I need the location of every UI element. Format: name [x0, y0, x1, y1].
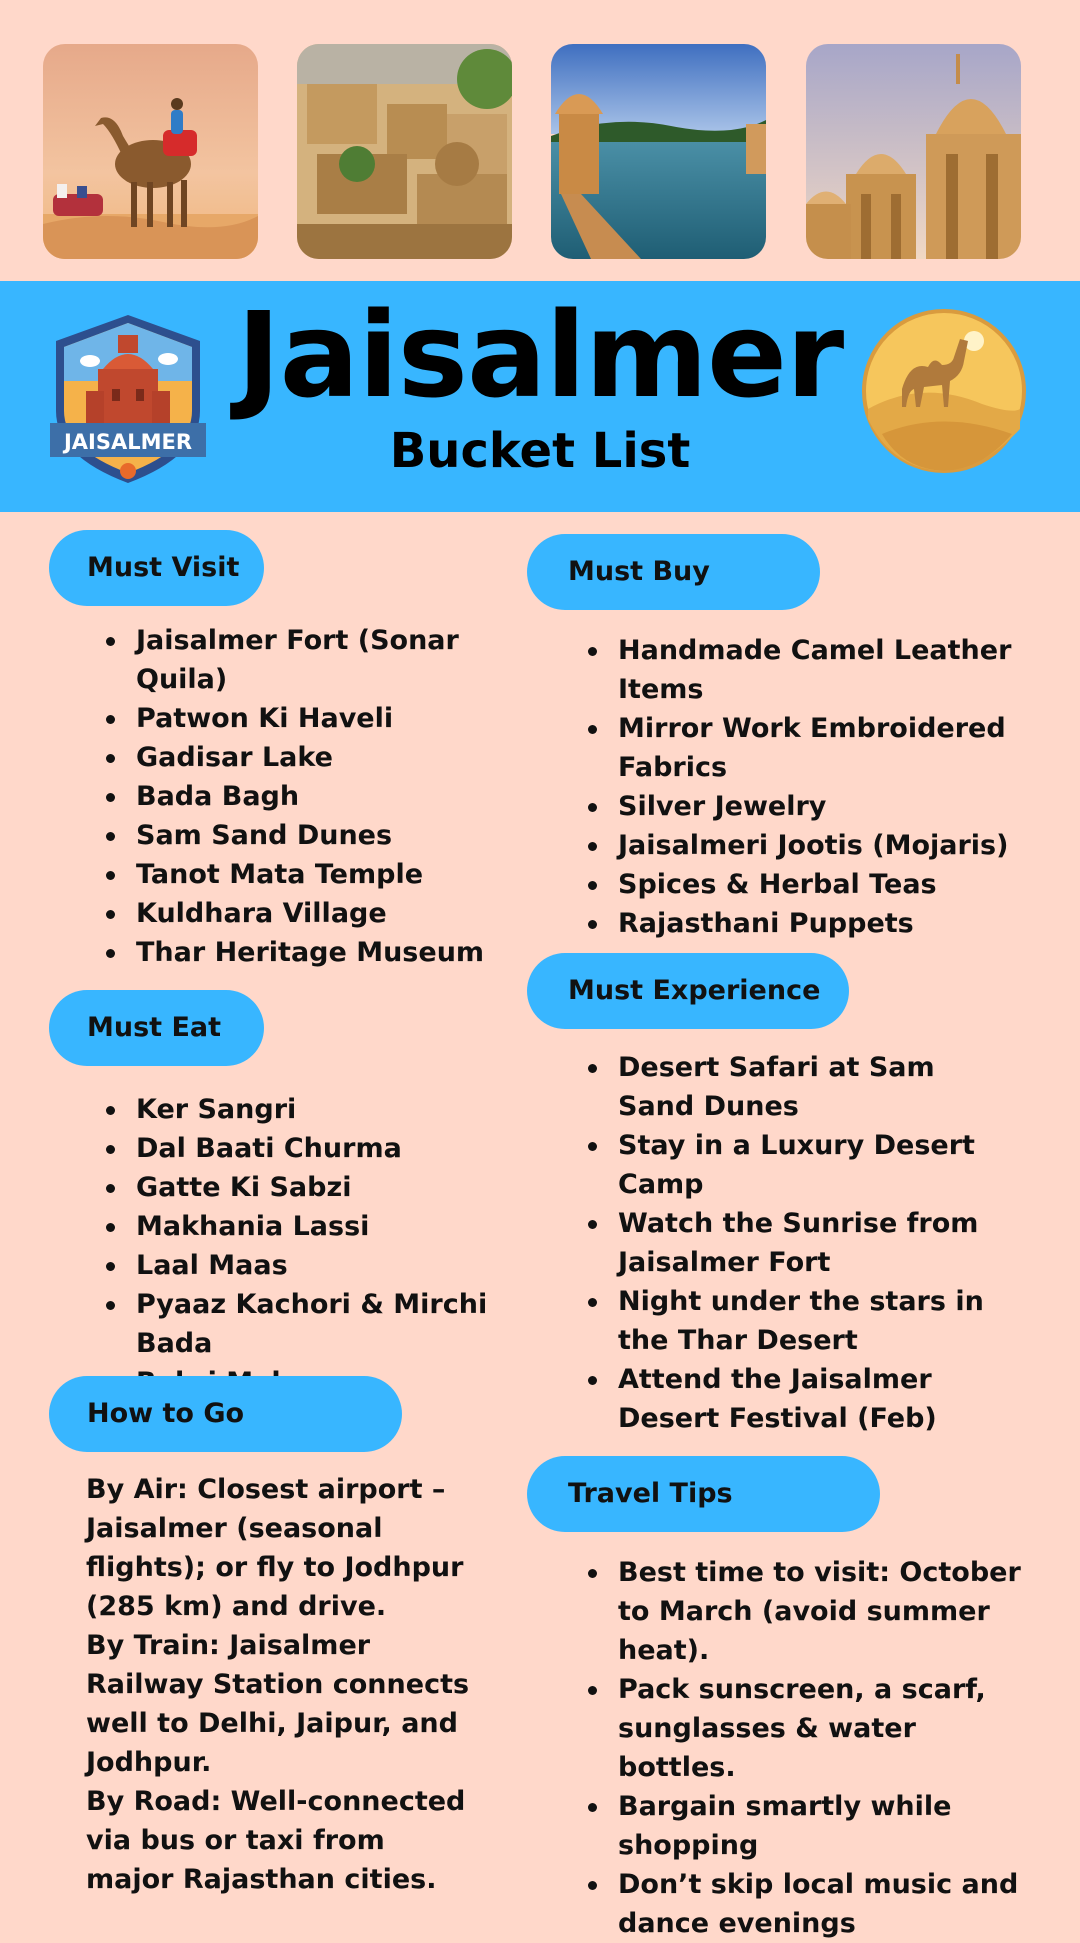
list-item: Dal Baati Churma — [106, 1129, 536, 1168]
list-item: Gadisar Lake — [106, 738, 506, 777]
list-item: Kuldhara Village — [106, 894, 506, 933]
must-buy-heading: Must Buy — [527, 534, 820, 610]
travel-tips-list — [588, 1553, 1028, 1943]
list-item: Bargain smartly while shopping — [588, 1787, 1028, 1865]
camel-desert-icon — [862, 309, 1026, 473]
list-item: Watch the Sunrise from Jaisalmer Fort — [588, 1204, 1018, 1282]
list-item: Night under the stars in the Thar Desert — [588, 1282, 1018, 1360]
must-visit-heading: Must Visit — [49, 530, 264, 606]
must-buy-list — [588, 631, 1028, 943]
title-banner — [0, 281, 1080, 512]
list-item: Don’t skip local music and dance evenings — [588, 1865, 1028, 1943]
list-item: Gatte Ki Sabzi — [106, 1168, 536, 1207]
fort-walls-photo — [297, 44, 512, 259]
camel-safari-photo — [43, 44, 258, 259]
list-item: Pyaaz Kachori & Mirchi Bada — [106, 1285, 536, 1363]
gadisar-lake-photo — [551, 44, 766, 259]
how-to-go-text — [86, 1470, 476, 1899]
list-item: Tanot Mata Temple — [106, 855, 506, 894]
must-experience-list — [588, 1048, 1018, 1438]
list-item: Bada Bagh — [106, 777, 506, 816]
list-item: Silver Jewelry — [588, 787, 1028, 826]
list-item: Desert Safari at Sam Sand Dunes — [588, 1048, 1018, 1126]
must-visit-list — [106, 621, 506, 972]
list-item: Thar Heritage Museum — [106, 933, 506, 972]
how-to-go-heading: How to Go — [49, 1376, 402, 1452]
by-road-text: By Road: Well-connected via bus or taxi from major Rajasthan cities. — [86, 1786, 466, 1895]
list-item: Handmade Camel Leather Items — [588, 631, 1028, 709]
list-item: Spices & Herbal Teas — [588, 865, 1028, 904]
list-item: Jaisalmeri Jootis (Mojaris) — [588, 826, 1028, 865]
page-title: Jaisalmer — [236, 286, 844, 424]
list-item: Best time to visit: October to March (avoid summer heat). — [588, 1553, 1028, 1670]
bada-bagh-cenotaphs-photo — [806, 44, 1021, 259]
list-item: Patwon Ki Haveli — [106, 699, 506, 738]
list-item: Makhania Lassi — [106, 1207, 536, 1246]
must-eat-list — [106, 1090, 536, 1402]
list-item: Laal Maas — [106, 1246, 536, 1285]
by-air-text: By Air: Closest airport – Jaisalmer (seasonal flights); or fly to Jodhpur (285 km) and drive. — [86, 1474, 464, 1622]
page-subtitle: Bucket List — [389, 423, 691, 479]
list-item: Ker Sangri — [106, 1090, 536, 1129]
must-experience-heading: Must Experience — [527, 953, 849, 1029]
list-item: Mirror Work Embroidered Fabrics — [588, 709, 1028, 787]
list-item: Sam Sand Dunes — [106, 816, 506, 855]
travel-tips-heading: Travel Tips — [527, 1456, 880, 1532]
list-item: Jaisalmer Fort (Sonar Quila) — [106, 621, 506, 699]
badge-text: JAISALMER — [63, 430, 193, 454]
must-eat-heading: Must Eat — [49, 990, 264, 1066]
list-item: Pack sunscreen, a scarf, sunglasses & water bottles. — [588, 1670, 1028, 1787]
by-train-text: By Train: Jaisalmer Railway Station connects well to Delhi, Jaipur, and Jodhpur. — [86, 1630, 470, 1778]
list-item: Rajasthani Puppets — [588, 904, 1028, 943]
list-item: Attend the Jaisalmer Desert Festival (Feb) — [588, 1360, 1018, 1438]
list-item: Stay in a Luxury Desert Camp — [588, 1126, 1018, 1204]
